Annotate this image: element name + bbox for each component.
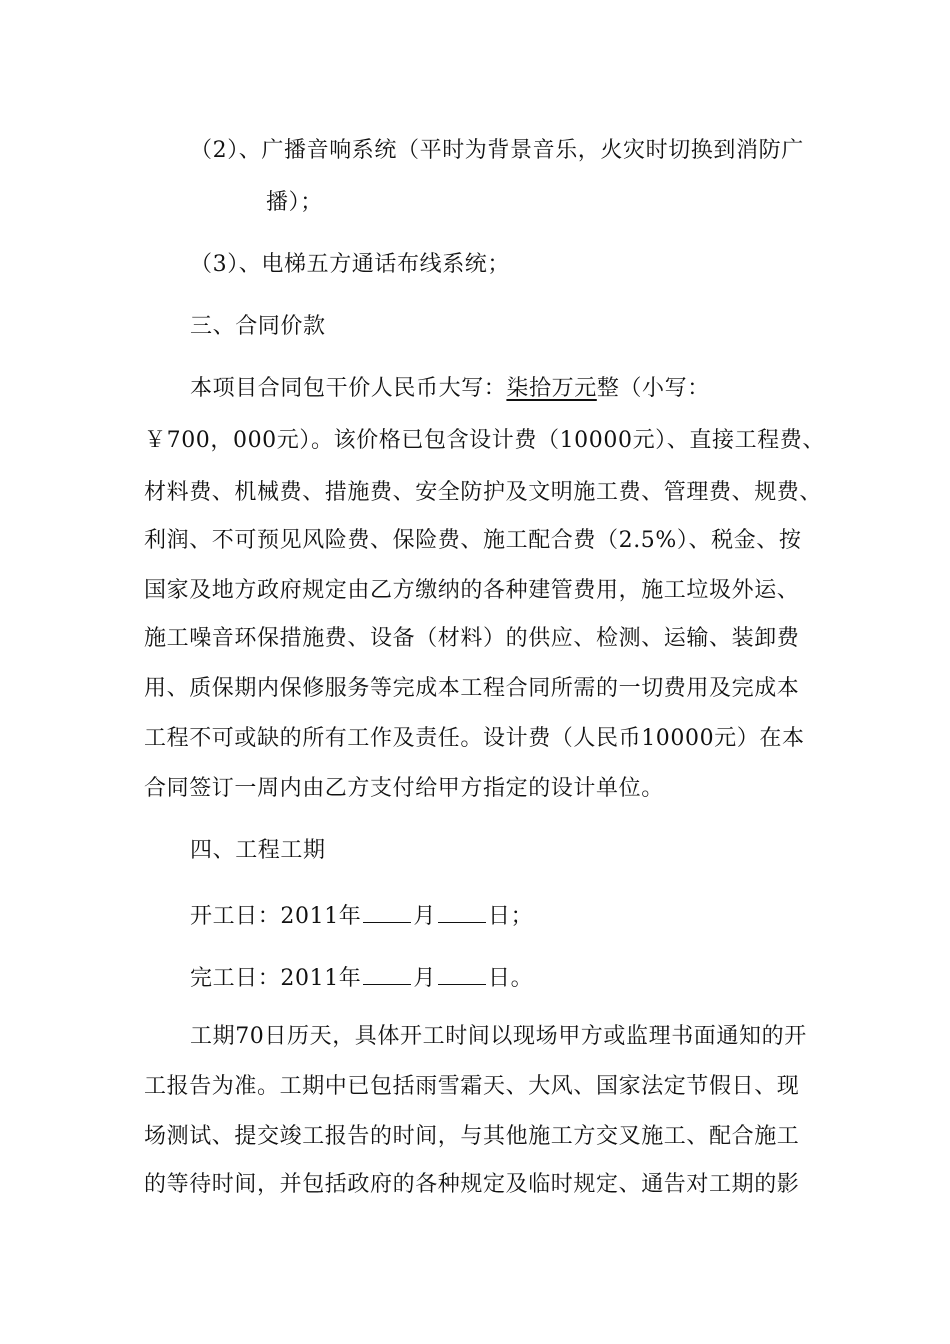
end-date-label: 完工日：2011年: [190, 966, 362, 991]
start-month-blank: [363, 898, 411, 923]
price-line-8: 工程不可或缺的所有工作及责任。设计费（人民币10000元）在本: [144, 726, 805, 751]
price-line-1: [190, 374, 710, 404]
price-line-5: 国家及地方政府规定由乙方缴纳的各种建管费用，施工垃圾外运、: [144, 578, 800, 603]
schedule-line-3: 场测试、提交竣工报告的时间，与其他施工方交叉施工、配合施工: [144, 1124, 800, 1149]
start-date-label: 开工日：2011年: [190, 904, 362, 929]
start-date-line: [190, 898, 533, 932]
price-line-4: 利润、不可预见风险费、保险费、施工配合费（2.5%）、税金、按: [144, 528, 802, 553]
end-date-line: [190, 960, 533, 994]
end-day-blank: [438, 960, 486, 985]
price-line-9: 合同签订一周内由乙方支付给甲方指定的设计单位。: [144, 776, 664, 801]
price-suffix: 整（小写：: [596, 376, 710, 401]
price-line-2: ￥700，000元）。该价格已包含设计费（10000元）、直接工程费、: [144, 428, 825, 453]
price-amount-underlined: 柒拾万元: [506, 376, 597, 401]
item-2-line-1: （2）、广播音响系统（平时为背景音乐，火灾时切换到消防广: [190, 138, 804, 163]
price-prefix: 本项目合同包干价人民币大写：: [190, 376, 507, 401]
section-3-heading: 三、合同价款: [190, 314, 326, 339]
price-line-6: 施工噪音环保措施费、设备（材料）的供应、检测、运输、装卸费: [144, 626, 800, 651]
end-month-blank: [363, 960, 411, 985]
start-month-label: 月: [413, 904, 436, 929]
section-4-heading: 四、工程工期: [190, 838, 326, 863]
end-day-label: 日。: [488, 966, 534, 991]
item-2-line-2: 播）；: [266, 190, 323, 215]
start-day-blank: [438, 898, 486, 923]
start-day-label: 日；: [488, 904, 534, 929]
end-month-label: 月: [413, 966, 436, 991]
schedule-line-1: 工期70日历天，具体开工时间以现场甲方或监理书面通知的开: [190, 1024, 807, 1049]
schedule-line-4: 的等待时间，并包括政府的各种规定及临时规定、通告对工期的影: [144, 1172, 800, 1197]
item-3: （3）、电梯五方通话布线系统；: [190, 252, 510, 277]
schedule-line-2: 工报告为准。工期中已包括雨雪霜天、大风、国家法定节假日、现: [144, 1074, 800, 1099]
price-line-3: 材料费、机械费、措施费、安全防护及文明施工费、管理费、规费、: [144, 480, 823, 505]
price-line-7: 用、质保期内保修服务等完成本工程合同所需的一切费用及完成本: [144, 676, 800, 701]
